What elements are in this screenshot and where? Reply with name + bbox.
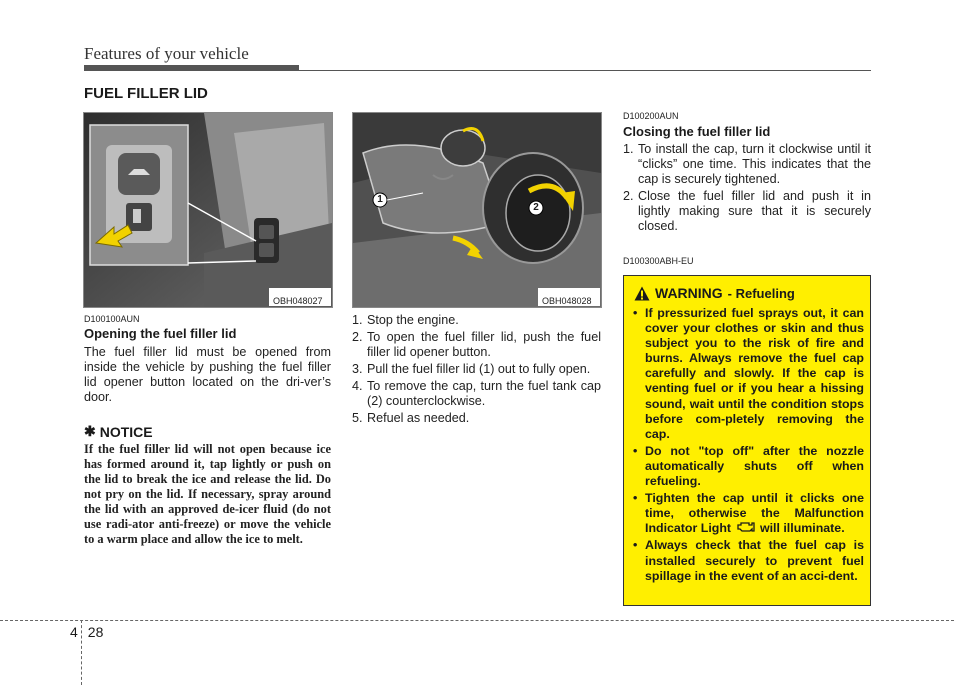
header-bar [84,65,299,71]
figure1-caption: OBH048027 [273,296,323,306]
warning-item: • Tighten the cap until it clicks one time, otherwise the Malfunction Indicator Light will illuminate. [633,491,864,536]
opening-text: The fuel filler lid must be opened from inside the vehicle by pushing the fuel filler lid opener button located on the dri-ver’s door. [84,345,331,404]
notice-text: If the fuel filler lid will not open because ice has formed around it, tap lightly or push on the lid to break the ice and release the lid. Do not pry on the lid. If necessary, spray around the lid with an approved de-icer fluid (do not use radi-ator anti-freeze) or move the vehicle to a warm place and allow the ice to melt. [84,442,331,546]
opening-title: Opening the fuel filler lid [84,326,237,341]
header-rule [299,70,871,71]
step-item: 2. Close the fuel filler lid and push it in lightly making sure that it is securely closed. [623,189,871,233]
warning-triangle-icon [634,286,650,301]
chapter-number: 4 [70,624,78,640]
footer-rule [0,620,954,621]
warning-heading [634,285,795,301]
opening-code: D100100AUN [84,314,140,324]
step-item: 2. To open the fuel filler lid, push the fuel filler lid opener button. [352,330,601,359]
callout-1: 1 [377,194,383,205]
door-opener-illustration [84,113,332,307]
notice-heading [84,423,153,440]
warning-item: • If pressurized fuel sprays out, it can cover your clothes or skin and thus subject you to the risk of fire and burns. Always remove the fuel cap carefully and slowly. If the cap is venting fuel or if you hear a hissing sound, wait until the condition stops before com-pletely removing the cap. [633,306,864,441]
step-item: 5. Refuel as needed. [352,411,470,425]
closing-code: D100200AUN [623,111,679,121]
closing-title: Closing the fuel filler lid [623,124,771,139]
figure-door-opener [83,112,333,308]
warning-code: D100300ABH-EU [623,256,694,266]
warning-box [623,275,871,606]
callout-2: 2 [533,202,539,213]
engine-light-icon [736,521,756,533]
closing-steps [623,142,871,236]
page-number [70,624,103,640]
warning-subtitle: - Refueling [727,285,795,301]
asterisk-icon: ✱ [84,423,96,439]
step-item: 4. To remove the cap, turn the fuel tank cap (2) counterclockwise. [352,379,601,408]
figure2-caption: OBH048028 [542,296,592,306]
section-title: FUEL FILLER LID [84,85,208,102]
notice-title: NOTICE [99,423,153,440]
step-item: 1. To install the cap, turn it clockwise until it “clicks” one time. This indicates that the cap is securely tightened. [623,142,871,186]
step-item: 1. Stop the engine. [352,313,459,327]
warning-title: WARNING [655,285,723,301]
step-item: 3. Pull the fuel filler lid (1) out to fully open. [352,362,591,376]
running-header: Features of your vehicle [84,44,249,63]
warning-list [630,306,864,586]
fuel-lid-illustration [353,113,601,307]
opening-steps [352,313,601,428]
figure-fuel-lid [352,112,602,308]
page-number-value: 28 [87,624,104,640]
warning-item: • Do not "top off" after the nozzle automatically shuts off when refueling. [633,443,864,489]
warning-item: • Always check that the fuel cap is installed securely to prevent fuel spillage in the event of an acci-dent. [633,538,864,583]
